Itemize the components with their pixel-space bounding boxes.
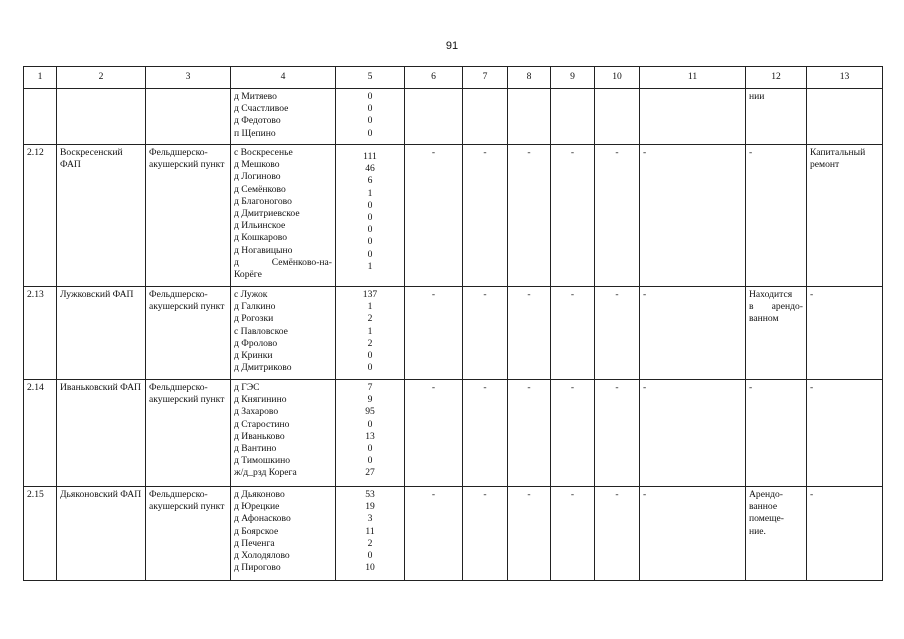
- settlement: д Иваньково: [234, 430, 285, 442]
- value: 0: [367, 91, 373, 102]
- cell-10: -: [595, 287, 640, 380]
- settlement-prefix: д: [234, 256, 239, 268]
- settlement: д Боярское: [234, 525, 279, 537]
- cell-9: [551, 89, 595, 145]
- value: 95: [365, 406, 375, 418]
- settlement: ж/д_рзд Корега: [234, 467, 297, 479]
- note-line: Находится: [749, 289, 793, 300]
- settlement: д Захарово: [234, 406, 279, 418]
- cell-12: нии: [746, 89, 807, 145]
- settlement: д Логиново: [234, 171, 281, 183]
- cell-7: -: [463, 380, 508, 487]
- col-header: 8: [508, 67, 551, 89]
- value: 1: [367, 187, 373, 199]
- cell-11: -: [640, 145, 746, 287]
- cell-11: -: [640, 380, 746, 487]
- cell-num: 2.14: [24, 380, 57, 487]
- value: 0: [367, 443, 373, 455]
- col-header: 2: [57, 67, 146, 89]
- value: 0: [367, 236, 373, 248]
- cell-10: -: [595, 145, 640, 287]
- page-number: 91: [445, 40, 459, 52]
- settlement: д Митяево: [234, 91, 277, 102]
- note-line: [749, 301, 803, 313]
- cell-9: -: [551, 487, 595, 581]
- settlement: с Павловское: [234, 325, 288, 337]
- cell-6: -: [405, 487, 463, 581]
- cell-10: [595, 89, 640, 145]
- value: 0: [367, 550, 373, 562]
- cell-values: [336, 380, 405, 487]
- note-line: ванном: [749, 313, 779, 325]
- settlement: д Дмитриково: [234, 362, 292, 374]
- col-header: 12: [746, 67, 807, 89]
- cell-num: 2.12: [24, 145, 57, 287]
- cell-11: -: [640, 287, 746, 380]
- value: 0: [367, 455, 373, 467]
- settlement: д Афонасково: [234, 513, 291, 525]
- cell-type: Фельдшерско-акушерский пункт: [146, 145, 231, 287]
- value: 53: [365, 489, 375, 500]
- cell-name: Дьяконовский ФАП: [57, 487, 146, 581]
- cell-10: -: [595, 380, 640, 487]
- cell-6: -: [405, 287, 463, 380]
- cell-8: -: [508, 380, 551, 487]
- value: 0: [367, 115, 373, 127]
- cell-13: [807, 89, 883, 145]
- cell-name: Лужковский ФАП: [57, 287, 146, 380]
- cell-type: Фельдшерско-акушерский пункт: [146, 287, 231, 380]
- value: 10: [365, 562, 375, 574]
- cell-7: -: [463, 487, 508, 581]
- col-header: 9: [551, 67, 595, 89]
- cell-type: Фельдшерско-акушерский пункт: [146, 380, 231, 487]
- settlement: с Воскресенье: [234, 147, 293, 158]
- value: 111: [363, 151, 377, 162]
- cell-13: -: [807, 487, 883, 581]
- cell-13: Капитальный ремонт: [807, 145, 883, 287]
- value: 1: [367, 301, 373, 313]
- value: 1: [367, 260, 373, 272]
- cell-settlements: [231, 487, 336, 581]
- settlement: д Холодялово: [234, 550, 290, 562]
- cell-num: [24, 89, 57, 145]
- settlement: д Печенга: [234, 537, 275, 549]
- settlement: д Юрецкие: [234, 501, 280, 513]
- settlement: д Кринки: [234, 350, 273, 362]
- cell-name: [57, 89, 146, 145]
- header-row: [24, 67, 883, 89]
- settlement: д Мешково: [234, 159, 280, 171]
- table-row: [24, 287, 883, 380]
- cell-6: [405, 89, 463, 145]
- note-part: в: [749, 301, 754, 313]
- cell-6: -: [405, 380, 463, 487]
- cell-settlements: [231, 89, 336, 145]
- cell-13: -: [807, 380, 883, 487]
- col-header: 7: [463, 67, 508, 89]
- cell-values: [336, 487, 405, 581]
- value: 2: [367, 537, 373, 549]
- settlement: д Кошкарово: [234, 232, 288, 244]
- cell-7: [463, 89, 508, 145]
- cell-12: [746, 287, 807, 380]
- table-row: [24, 487, 883, 581]
- cell-settlements: [231, 287, 336, 380]
- settlement: с Лужок: [234, 289, 268, 300]
- settlement: д Фролово: [234, 337, 278, 349]
- value: 11: [365, 525, 375, 537]
- table-row-continuation: [24, 89, 883, 145]
- settlement: д Княгинино: [234, 394, 287, 406]
- value: 137: [362, 289, 378, 300]
- settlement: д Федотово: [234, 115, 281, 127]
- value: 2: [367, 313, 373, 325]
- col-header: 3: [146, 67, 231, 89]
- value: 0: [367, 212, 373, 224]
- value: 0: [367, 248, 373, 260]
- cell-name: Иваньковский ФАП: [57, 380, 146, 487]
- cell-7: -: [463, 287, 508, 380]
- cell-10: -: [595, 487, 640, 581]
- value: 27: [365, 467, 375, 479]
- cell-7: -: [463, 145, 508, 287]
- cell-values: [336, 287, 405, 380]
- settlement: д ГЭС: [234, 382, 260, 393]
- cell-12: -: [746, 145, 807, 287]
- settlement: д Ильинское: [234, 220, 286, 232]
- value: 0: [367, 418, 373, 430]
- cell-values: [336, 89, 405, 145]
- col-header: 13: [807, 67, 883, 89]
- value: 0: [367, 103, 373, 115]
- settlement: д Благоногово: [234, 195, 292, 207]
- cell-6: -: [405, 145, 463, 287]
- value: 19: [365, 501, 375, 513]
- col-header: 1: [24, 67, 57, 89]
- value: 0: [367, 199, 373, 211]
- cell-settlements: [231, 380, 336, 487]
- settlement: д Семёнково: [234, 183, 286, 195]
- cell-type: Фельдшерско-акушерский пункт: [146, 487, 231, 581]
- note-part: арендо-: [771, 301, 803, 313]
- cell-values: [336, 145, 405, 287]
- settlement: д Пирогово: [234, 562, 281, 574]
- settlement: д Счастливое: [234, 103, 289, 115]
- col-header: 6: [405, 67, 463, 89]
- col-header: 10: [595, 67, 640, 89]
- cell-12: Арендо-ванное помеще-ние.: [746, 487, 807, 581]
- settlement-part: Семёнково-на-: [271, 256, 332, 268]
- value: 0: [367, 127, 373, 139]
- settlement: п Щепино: [234, 127, 276, 139]
- settlement: д Рогозки: [234, 313, 274, 325]
- data-table: [23, 66, 883, 581]
- cell-11: [640, 89, 746, 145]
- value: 0: [367, 224, 373, 236]
- table-row: [24, 145, 883, 287]
- value: 0: [367, 350, 373, 362]
- col-header: 4: [231, 67, 336, 89]
- value: 6: [367, 175, 373, 187]
- settlement: д Старостино: [234, 418, 290, 430]
- settlement: д Тимошкино: [234, 455, 291, 467]
- cell-9: -: [551, 380, 595, 487]
- cell-8: -: [508, 487, 551, 581]
- cell-num: 2.13: [24, 287, 57, 380]
- value: 3: [367, 513, 373, 525]
- table-row: [24, 380, 883, 487]
- value: 9: [367, 394, 373, 406]
- settlement: д Ногавицыно: [234, 244, 293, 256]
- cell-13: -: [807, 287, 883, 380]
- cell-name: Воскресенский ФАП: [57, 145, 146, 287]
- settlement: д Вантино: [234, 443, 277, 455]
- cell-11: -: [640, 487, 746, 581]
- settlement-part: Корёге: [234, 269, 262, 281]
- settlement: д Галкино: [234, 301, 276, 313]
- cell-num: 2.15: [24, 487, 57, 581]
- value: 2: [367, 337, 373, 349]
- settlement: д Дьяконово: [234, 489, 285, 500]
- cell-9: -: [551, 287, 595, 380]
- value: 1: [367, 325, 373, 337]
- cell-9: -: [551, 145, 595, 287]
- value: 0: [367, 362, 373, 374]
- cell-12: -: [746, 380, 807, 487]
- cell-type: [146, 89, 231, 145]
- cell-settlements: [231, 145, 336, 287]
- cell-8: -: [508, 145, 551, 287]
- value: 7: [367, 382, 373, 393]
- cell-8: [508, 89, 551, 145]
- settlement: д Дмитриевское: [234, 208, 300, 220]
- col-header: 5: [336, 67, 405, 89]
- col-header: 11: [640, 67, 746, 89]
- value: 46: [365, 163, 375, 175]
- cell-8: -: [508, 287, 551, 380]
- settlement-last: [234, 257, 332, 269]
- value: 13: [365, 430, 375, 442]
